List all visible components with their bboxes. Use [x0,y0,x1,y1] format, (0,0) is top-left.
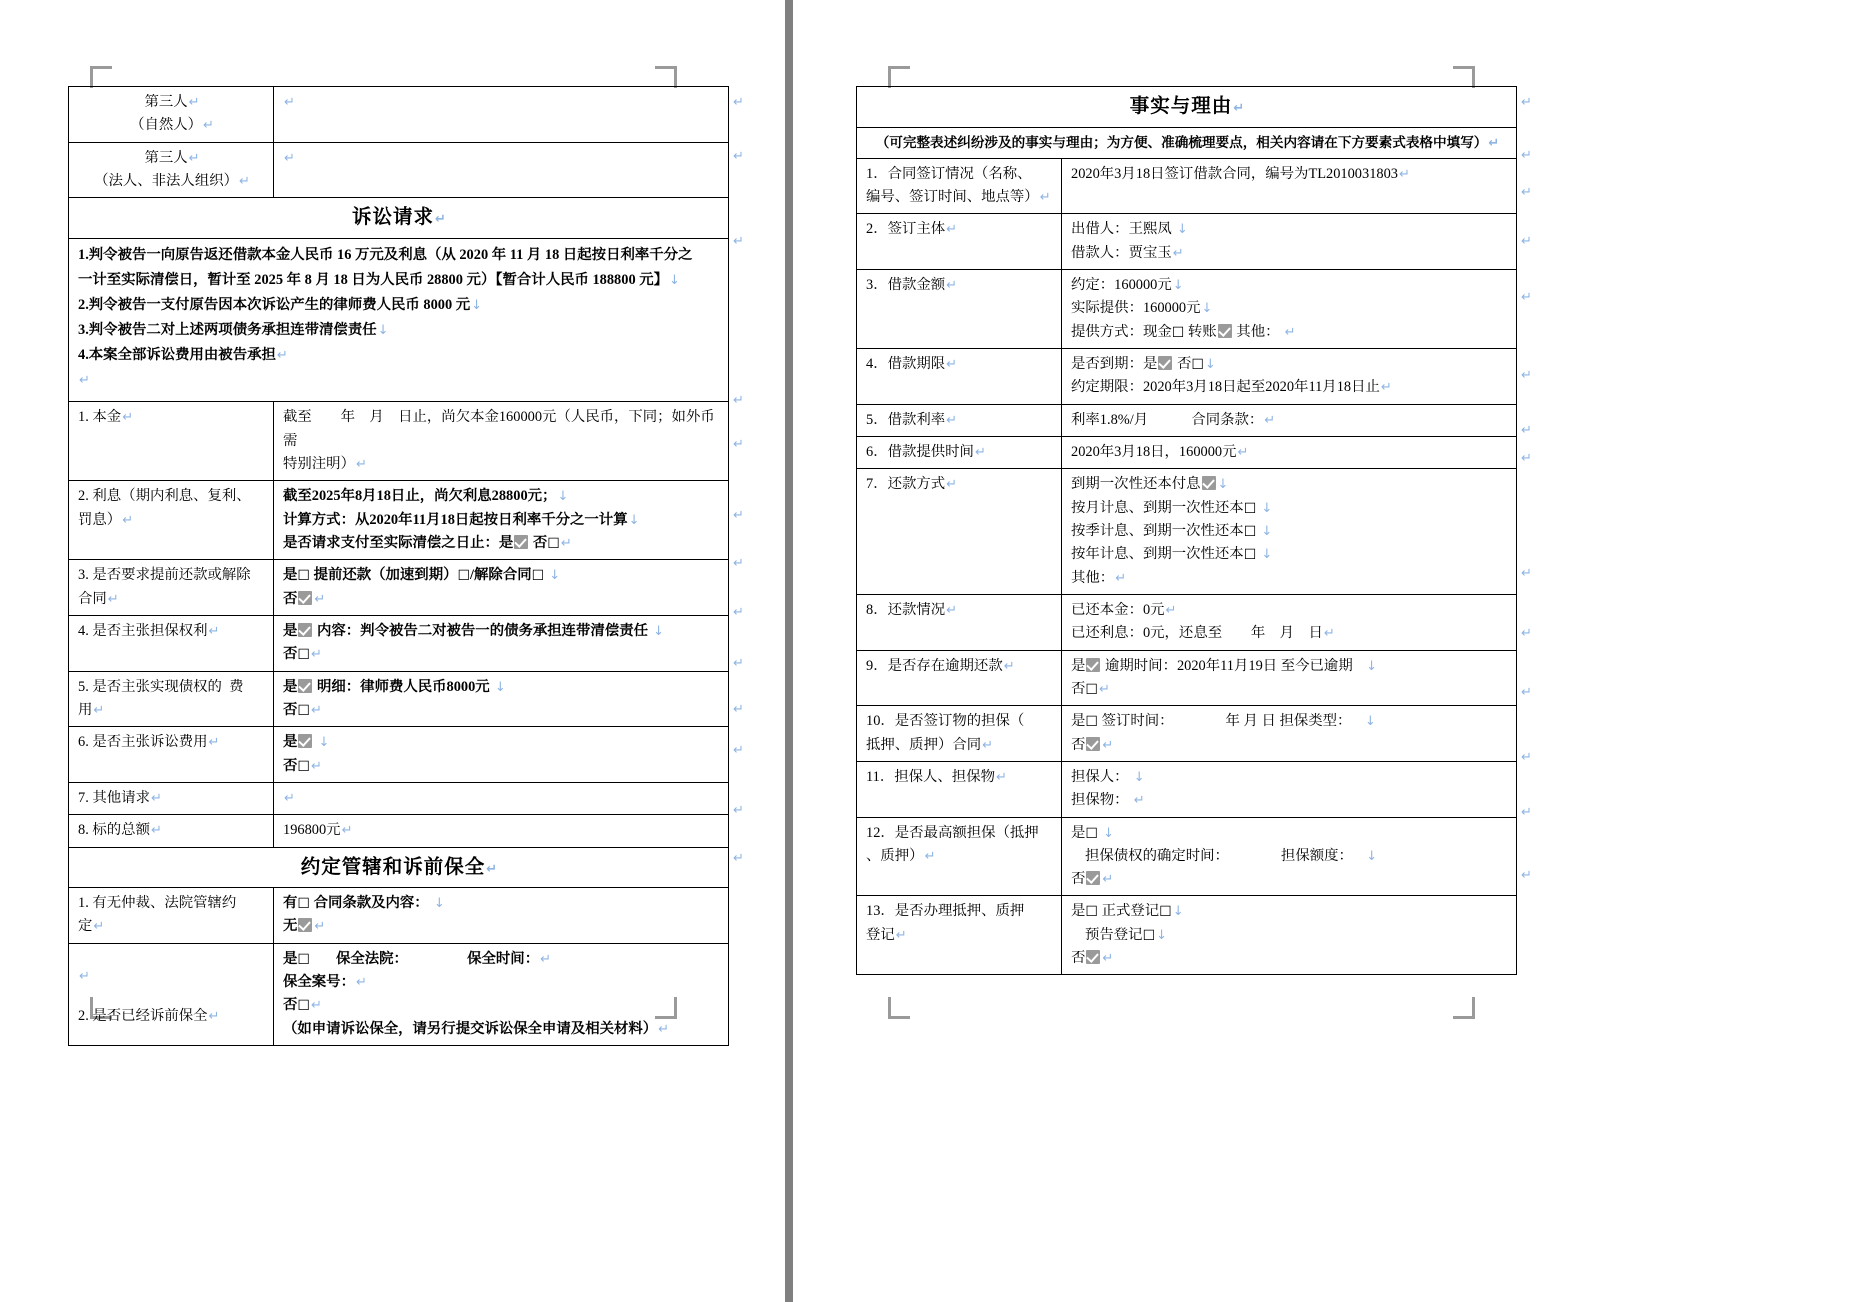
checkbox-empty[interactable] [1244,502,1257,516]
checkbox-empty[interactable] [1244,525,1257,539]
table-row [857,127,1517,158]
row-value-repayment-status[interactable]: 已还本金：0元↵ 已还利息：0元，还息至 年 月 日↵ [1062,594,1517,650]
cell-text: 7．还款方式 [866,476,946,493]
paragraph-mark: ↵ [733,656,744,671]
table-row [857,436,1517,468]
checkbox-checked[interactable] [1202,476,1216,490]
table-row [69,87,729,143]
checkbox-empty[interactable] [297,760,310,774]
cell-text: 7. 其他请求 [78,789,150,806]
paragraph-mark: ↵ [733,149,744,164]
row-label-security-contract: 10．是否签订物的担保（ 抵押、质押）合同↵ [857,706,1062,762]
table-row [69,238,729,401]
crop-mark-top-right [655,66,677,88]
row-label-registration: 13．是否办理抵押、质押 登记↵ [857,896,1062,975]
section-title-jurisdiction: 约定管辖和诉前保全↵ [69,847,729,888]
table-row [857,404,1517,436]
cell-text: 截至 年 月 日止，尚欠本金160000元（人民币，下同；如外币需 [283,409,715,449]
third-party-legal-value[interactable]: ↵ [274,142,729,198]
table-row [69,671,729,727]
paragraph-mark: ↵ [733,95,744,110]
row-value-interest[interactable]: 截至2025年8月18日止，尚欠利息28800元；↓ 计算方式：从2020年11月18日起按日利率千分之一计算↓ 是否请求支付至实际清偿之日止：是 否 ☐ ↵ [274,481,729,560]
section-title-text: 事实与理由 [1129,96,1233,117]
cell-text: 2020年3月18日签订借款合同，编号为TL2010031803 [1071,165,1398,182]
cell-text: 2. 是否已经诉前保全 [78,1007,208,1024]
right-page-margin-paragraph-marks [1521,95,1532,883]
row-value-preservation[interactable]: 是 ☐ 保全法院： 保全时间：↵ 保全案号：↵ 否 ☐ ↵ （如申请诉讼保全，请另行提交诉讼保全申请及相关材料）↵ [274,943,729,1045]
checkbox-empty[interactable] [1172,326,1185,340]
cell-text: 已还利息：0元，还息至 年 月 日 [1071,625,1323,642]
table-row [857,594,1517,650]
cell-text: （法人、非法人组织） [94,172,238,189]
checkbox-empty[interactable] [297,648,310,662]
checkbox-empty[interactable] [1085,715,1098,729]
document-page-right [793,0,1864,1302]
paragraph-mark: ↵ [1521,868,1532,883]
checkbox-checked[interactable] [1086,737,1100,751]
checkbox-empty[interactable] [1085,905,1098,919]
paragraph-mark: ↵ [733,702,744,717]
cell-text: 2．签订主体 [866,221,946,238]
facts-instruction-note: （可完整表述纠纷涉及的事实与理由；为方便、准确梳理要点，相关内容请在下方要素式表格中填写）↵ [857,127,1517,158]
paragraph-mark: ↵ [1521,451,1532,466]
row-value-loan-amount[interactable]: 约定：160000元↓ 实际提供：160000元↓ 提供方式：现金☐ 转账 其他： ↵ [1062,269,1517,348]
cell-text: 借款人：贾宝玉 [1071,244,1172,261]
row-value-principal[interactable]: 截至 年 月 日止，尚欠本金160000元（人民币，下同；如外币需 特别注明）↵ [274,402,729,481]
section-title-claims: 诉讼请求↵ [69,198,729,239]
third-party-natural-value[interactable]: ↵ [274,87,729,143]
paragraph-mark: ↵ [733,508,744,523]
paragraph-mark: ↵ [1521,566,1532,581]
paragraph-mark: ↵ [733,803,744,818]
claim-line: 2.判令被告一支付原告因本次诉讼产生的律师费人民币 8000 元 [78,297,471,314]
left-page-margin-paragraph-marks [733,95,744,866]
crop-mark-top-left [888,66,910,88]
table-row [857,817,1517,896]
paragraph-mark: ↵ [1521,148,1532,163]
paragraph-mark: ↵ [733,437,744,452]
row-value-litigation-cost[interactable]: 是 ↓ 否 ☐ ↵ [274,727,729,783]
table-row [857,706,1517,762]
checkbox-checked[interactable] [298,623,312,637]
table-row [857,269,1517,348]
row-value-overdue[interactable]: 是 逾期时间：2020年11月19日 至今已逾期 ↓ 否 ☐ ↵ [1062,650,1517,706]
paragraph-mark: ↵ [1521,95,1532,110]
table-row [857,214,1517,270]
cell-text: 8. 标的总额 [78,822,150,839]
claim-line: 一计至实际清偿日，暂计至 2025 年 8 月 18 日为人民币 28800 元）【暂合计人民币 188800 元】 [78,271,669,288]
table-row [857,87,1517,128]
cell-text: 8．还款情况 [866,601,946,618]
checkbox-empty[interactable] [1159,905,1172,919]
row-label-litigation-cost: 6. 是否主张诉讼费用↵ [69,727,274,783]
cell-text: （可完整表述纠纷涉及的事实与理由；为方便、准确梳理要点，相关内容请在下方要素式表格中填写） [875,134,1488,150]
table-row [857,469,1517,595]
table-row [857,761,1517,817]
crop-mark-bottom-left [888,997,910,1019]
row-label-repayment-method: 7．还款方式↵ [857,469,1062,595]
checkbox-empty[interactable] [297,569,310,583]
table-row [69,782,729,814]
row-value-loan-provided-time[interactable]: 2020年3月18日，160000元↵ [1062,436,1517,468]
table-row [857,896,1517,975]
checkbox-checked[interactable] [298,591,312,605]
cell-text: 5．借款利率 [866,411,946,428]
table-row [857,158,1517,214]
paragraph-mark: ↵ [733,743,744,758]
checkbox-empty[interactable] [457,569,470,583]
cell-text: 196800元 [283,822,341,839]
section-title-facts: 事实与理由↵ [857,87,1517,128]
document-page-left [0,0,785,1302]
row-label-repayment-status: 8．还款情况↵ [857,594,1062,650]
paragraph-mark: ↵ [1521,805,1532,820]
row-value-early-repayment[interactable]: 是☐ 提前还款（加速到期） ☐ /解除合同☐ ↓ 否 ↵ [274,560,729,616]
table-row [69,847,729,888]
section-title-text: 约定管辖和诉前保全 [300,856,486,878]
paragraph-mark: ↵ [1521,626,1532,641]
row-label-overdue: 9．是否存在逾期还款↵ [857,650,1062,706]
checkbox-empty[interactable] [532,569,545,583]
cell-text: 特别注明） [283,455,355,472]
crop-mark-top-left [90,66,112,88]
table-row [69,198,729,239]
row-label-other-claims: 7. 其他请求↵ [69,782,274,814]
crop-mark-bottom-right [1453,997,1475,1019]
checkbox-checked[interactable] [1086,871,1100,885]
cell-text: 4．借款期限 [866,355,946,372]
table-row [69,615,729,671]
checkbox-empty[interactable] [297,953,310,967]
cell-text: 2020年3月18日，160000元 [1071,443,1237,460]
row-value-security-contract[interactable]: 是☐ 签订时间： 年 月 日 担保类型： ↓ 否 ↵ [1062,706,1517,762]
table-row [69,560,729,616]
row-value-loan-term[interactable]: 是否到期：是 否 ☐ ↓ 约定期限：2020年3月18日起至2020年11月18日止↵ [1062,348,1517,404]
row-value-repayment-method[interactable]: 到期一次性还本付息 ↓ 按月计息、到期一次性还本☐ ↓ 按季计息、到期一次性还本☐ ↓ 按年计息、到期一次性还本☐ ↓ 其他：↵ [1062,469,1517,595]
checkbox-checked[interactable] [514,535,528,549]
checkbox-empty[interactable] [297,704,310,718]
cell-text: 6. 是否主张诉讼费用 [78,734,208,751]
table-row [857,650,1517,706]
row-value-max-security[interactable]: 是☐ ↓ 担保债权的确定时间： 担保额度： ↓ 否 ↵ [1062,817,1517,896]
row-label-loan-provided-time: 6．借款提供时间↵ [857,436,1062,468]
checkbox-empty[interactable] [1244,548,1257,562]
checkbox-empty[interactable] [1085,827,1098,841]
page-gutter [785,0,793,1302]
claim-line: 4.本案全部诉讼费用由被告承担 [78,347,276,364]
table-row [69,402,729,481]
table-row [69,481,729,560]
paragraph-mark: ↵ [1521,290,1532,305]
paragraph-mark: ↵ [733,605,744,620]
section-title-text: 诉讼请求 [352,207,435,229]
row-label-interest: 2. 利息（期内利息、复利、 罚息）↵ [69,481,274,560]
row-value-other-claims[interactable]: ↵ [274,782,729,814]
row-label-loan-term: 4．借款期限↵ [857,348,1062,404]
checkbox-checked[interactable] [1218,324,1232,338]
claims-paragraph-cell[interactable]: 1.判令被告一向原告返还借款本金人民币 16 万元及利息（从 2020 年 11 月 18 日起按日利率千分之 一计至实际清偿日，暂计至 2025 年 8 月 18 日为人民币 28800 元）【暂合计人民币 188800 元】↓ 2.判令被告一支付原告因本次诉讼产生的律师费人民币 8000 元↓ 3.判令被告二对上述两项债务承担连带清偿责任↓ 4.本案全部诉讼费用由被告承担↵ ↵ [69,238,729,401]
checkbox-empty[interactable] [1143,929,1156,943]
row-value-security-right[interactable]: 是 内容：判令被告二对被告一的债务承担连带清偿责任 ↓ 否 ☐ ↵ [274,615,729,671]
paragraph-mark: ↵ [733,393,744,408]
row-label-parties: 2．签订主体↵ [857,214,1062,270]
claim-line: 1.判令被告一向原告返还借款本金人民币 16 万元及利息（从 2020 年 11 月 18 日起按日利率千分之 [78,246,693,263]
row-value-interest-rate[interactable]: 利率1.8%/月 合同条款：↵ [1062,404,1517,436]
checkbox-checked[interactable] [1086,658,1100,672]
claim-line: 3.判令被告二对上述两项债务承担连带清偿责任 [78,322,377,339]
paragraph-mark: ↵ [733,234,744,249]
row-value-arbitration-agreement[interactable]: 有☐ 合同条款及内容： ↓ 无 ↵ [274,888,729,944]
paragraph-mark: ↵ [733,556,744,571]
claims-table [68,86,729,1046]
row-label-guarantor: 11．担保人、担保物↵ [857,761,1062,817]
paragraph-mark: ↵ [1521,750,1532,765]
row-label-security-right: 4. 是否主张担保权利↵ [69,615,274,671]
row-label-total-amount: 8. 标的总额↵ [69,815,274,847]
table-row [69,943,729,1045]
third-party-legal-label: 第三人↵ （法人、非法人组织）↵ [69,142,274,198]
row-label-realization-cost: 5. 是否主张实现债权的 费 用↵ [69,671,274,727]
row-label-arbitration-agreement: 1. 有无仲裁、法院管辖约 定↵ [69,888,274,944]
row-value-parties[interactable]: 出借人：王熙凤 ↓ 借款人：贾宝玉↵ [1062,214,1517,270]
row-value-contract-signing[interactable]: 2020年3月18日签订借款合同，编号为TL2010031803↵ [1062,158,1517,214]
checkbox-empty[interactable] [547,537,560,551]
row-label-principal: 1. 本金↵ [69,402,274,481]
facts-table [856,86,1517,975]
row-label-contract-signing: 1．合同签订情况（名称、 编号、签订时间、地点等）↵ [857,158,1062,214]
paragraph-mark: ↵ [1521,234,1532,249]
row-label-preservation: ↵ 2. 是否已经诉前保全↵ [69,943,274,1045]
row-value-guarantor[interactable]: 担保人： ↓ 担保物： ↵ [1062,761,1517,817]
cell-text: 6．借款提供时间 [866,443,974,460]
table-row [69,888,729,944]
checkbox-checked[interactable] [298,918,312,932]
cell-text: （自然人） [130,117,203,134]
checkbox-empty[interactable] [1191,358,1204,372]
cell-text: 第三人 [144,149,188,166]
cell-text: 利率1.8%/月 合同条款： [1071,411,1264,428]
checkbox-checked[interactable] [298,679,312,693]
paragraph-mark: ↵ [1521,423,1532,438]
cell-text: 第三人 [144,94,188,110]
row-label-early-repayment: 3. 是否要求提前还款或解除 合同↵ [69,560,274,616]
checkbox-checked[interactable] [1086,950,1100,964]
third-party-natural-label: 第三人↵ （自然人）↵ [69,87,274,143]
cell-text: 11．担保人、担保物 [866,768,995,785]
row-label-interest-rate: 5．借款利率↵ [857,404,1062,436]
cell-text: 已还本金：0元 [1071,601,1165,618]
cell-text: 9．是否存在逾期还款 [866,657,1003,674]
row-label-max-security: 12．是否最高额担保（抵押 、质押）↵ [857,817,1062,896]
table-row [69,815,729,847]
table-row [69,142,729,198]
checkbox-empty[interactable] [1085,683,1098,697]
row-value-realization-cost[interactable]: 是 明细：律师费人民币8000元 ↓ 否 ☐ ↵ [274,671,729,727]
cell-text: 3．借款金额 [866,276,946,293]
row-label-loan-amount: 3．借款金额↵ [857,269,1062,348]
table-row [69,727,729,783]
paragraph-mark: ↵ [1521,368,1532,383]
checkbox-checked[interactable] [298,734,312,748]
paragraph-mark: ↵ [733,851,744,866]
row-value-registration[interactable]: 是☐ 正式登记 ☐ ↓ 预告登记 ☐ ↓ 否 ↵ [1062,896,1517,975]
crop-mark-top-right [1453,66,1475,88]
checkbox-empty[interactable] [297,999,310,1013]
checkbox-checked[interactable] [1158,356,1172,370]
cell-text: 出借人：王熙凤 [1071,221,1172,238]
checkbox-empty[interactable] [297,897,310,911]
paragraph-mark: ↵ [1521,185,1532,200]
paragraph-mark: ↵ [1521,685,1532,700]
row-value-total-amount[interactable]: 196800元↵ [274,815,729,847]
cell-text: 1. 本金 [78,409,122,426]
table-row [857,348,1517,404]
cell-text: 4. 是否主张担保权利 [78,622,208,639]
